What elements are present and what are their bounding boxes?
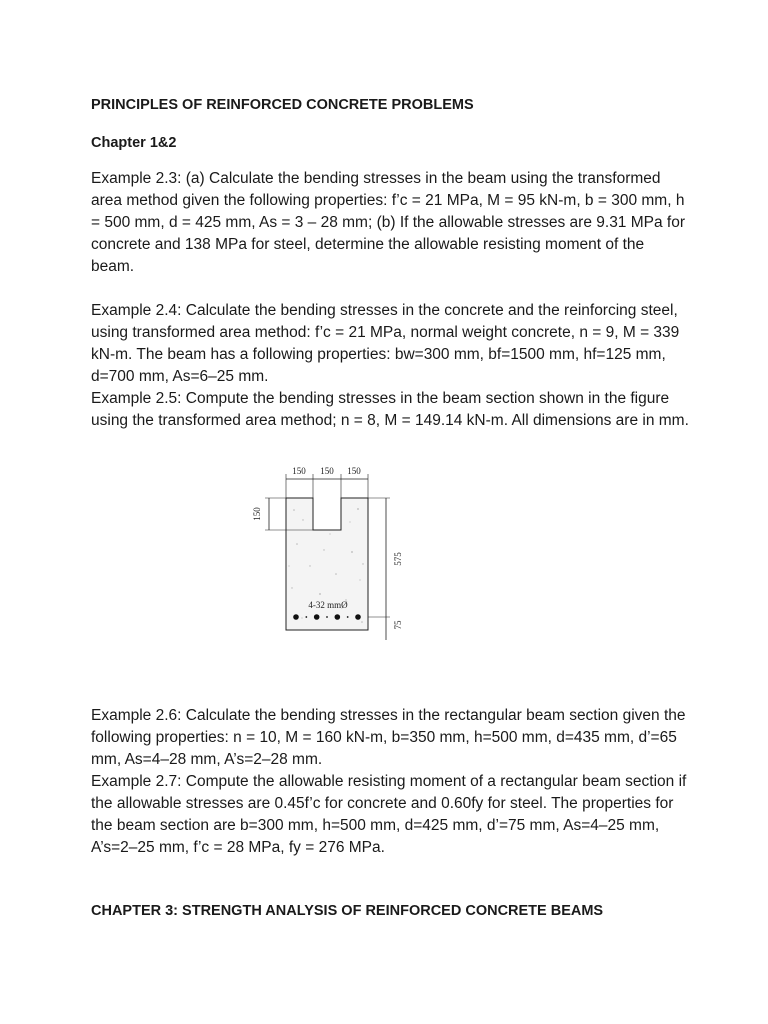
bottom-dim: 75 bbox=[393, 620, 403, 630]
lower-text-block bbox=[91, 705, 691, 859]
chapter-3-heading: CHAPTER 3: STRENGTH ANALYSIS OF REINFORCED CONCRETE BEAMS bbox=[91, 903, 604, 919]
rebar-1 bbox=[293, 614, 299, 620]
rebar-spacer-dot bbox=[347, 616, 349, 618]
example-2-6: Example 2.6: Calculate the bending stresses in the rectangular beam section given the following properties: n = 10, M = 160 kN-m, b=350 mm, h=500 mm, d=435 mm, d’=65 mm, As=4–28 mm, A’s=2–28 mm. bbox=[91, 707, 686, 768]
rebar-spacer-dot bbox=[305, 616, 307, 618]
rebar-spacer-dot bbox=[326, 616, 328, 618]
beam-section-figure bbox=[252, 462, 422, 642]
left-dim: 150 bbox=[252, 507, 262, 521]
right-dim: 575 bbox=[393, 552, 403, 566]
rebar-4 bbox=[355, 614, 361, 620]
top-dim-2: 150 bbox=[320, 466, 334, 476]
upper-text-block bbox=[91, 94, 691, 432]
example-2-7: Example 2.7: Compute the allowable resisting moment of a rectangular beam section if the allowable stresses are 0.45f’c for concrete and 0.60fy for steel. The properties for the beam section are b=300 mm, h=500 mm, d=425 mm, d’=75 mm, As=4–25 mm, A’s=2–25 mm, f’c = 28 MPa, fy = 276 MPa. bbox=[91, 773, 687, 856]
top-dim-3: 150 bbox=[347, 466, 361, 476]
example-2-5: Example 2.5: Compute the bending stresses in the beam section shown in the figure using the transformed area method; n = 8, M = 149.14 kN-m. All dimensions are in mm. bbox=[91, 390, 689, 429]
chapter-heading: Chapter 1&2 bbox=[91, 135, 177, 151]
rebar-3 bbox=[335, 614, 341, 620]
chapter-3-block bbox=[91, 900, 691, 922]
rebar-2 bbox=[314, 614, 320, 620]
beam-outline bbox=[286, 498, 368, 630]
example-2-3: Example 2.3: (a) Calculate the bending stresses in the beam using the transformed area method given the following properties: f’c = 21 MPa, M = 95 kN-m, b = 300 mm, h = 500 mm, d = 425 mm, As = 3 – 28 mm; (b) If the allowable stresses are 9.31 MPa for concrete and 138 MPa for steel, determine the allowable resisting moment of the beam. bbox=[91, 170, 686, 275]
example-2-4: Example 2.4: Calculate the bending stresses in the concrete and the reinforcing steel, using transformed area method: f’c = 21 MPa, normal weight concrete, n = 9, M = 339 kN-m. The beam has a following properties: bw=300 mm, bf=1500 mm, hf=125 mm, d=700 mm, As=6–25 mm. bbox=[91, 302, 680, 385]
document-title: PRINCIPLES OF REINFORCED CONCRETE PROBLEMS bbox=[91, 97, 474, 113]
bar-label: 4-32 mmØ bbox=[308, 600, 348, 610]
top-dim-1: 150 bbox=[292, 466, 306, 476]
beam-section-drawing bbox=[252, 462, 422, 642]
